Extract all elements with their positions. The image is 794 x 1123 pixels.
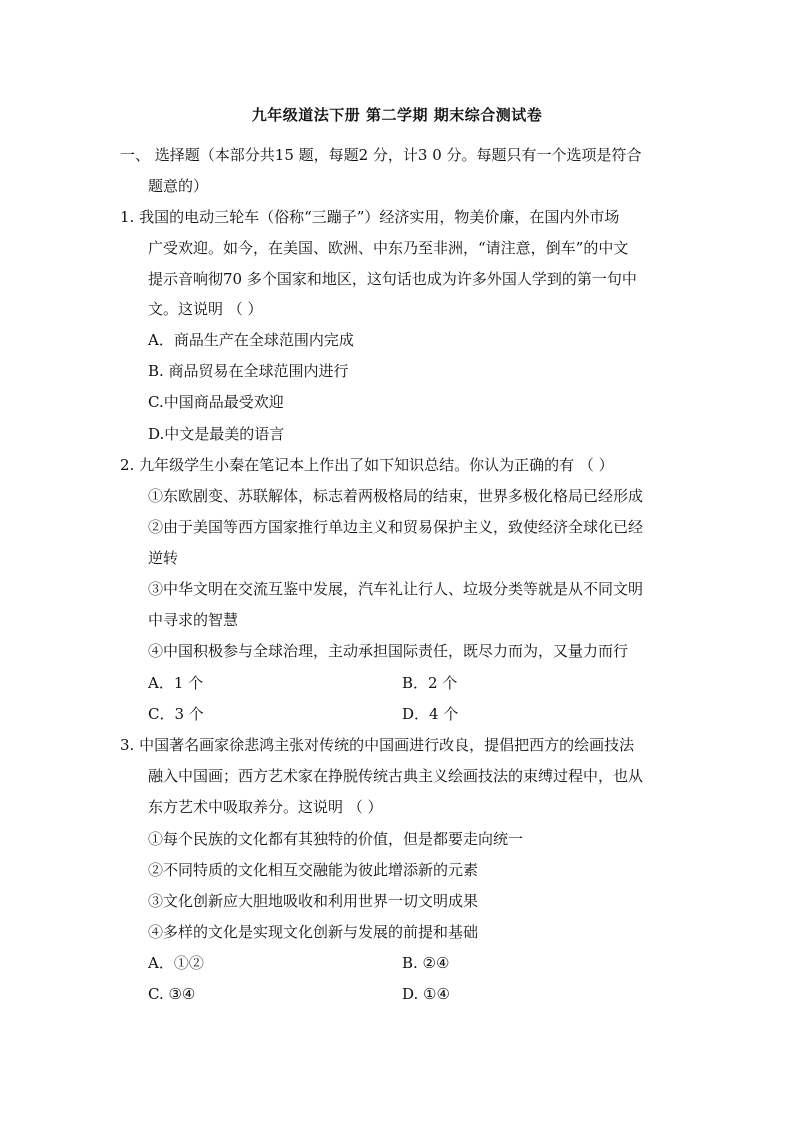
q2-option-d: D．4 个: [402, 705, 459, 723]
q2-statement: ①东欧剧变、苏联解体，标志着两极格局的结束，世界多极化格局已经形成: [148, 487, 644, 505]
q1-option-b: B. 商品贸易在全球范围内进行: [148, 362, 349, 380]
q1-option-a: A．商品生产在全球范围内完成: [148, 331, 354, 349]
q3-option-d: D. ①④: [402, 985, 450, 1003]
q1-option-d: D.中文是最美的语言: [148, 425, 285, 443]
q2-option-c: C．3 个: [148, 705, 204, 723]
q3-statement: ③文化创新应大胆地吸收和利用世界一切文明成果: [148, 892, 479, 910]
q2-statement: ②由于美国等西方国家推行单边主义和贸易保护主义，致使经济全球化已经: [148, 518, 644, 536]
q3-stem-line: 东方艺术中吸取养分。这说明 （ ）: [148, 798, 383, 816]
q2-option-a: A．1 个: [148, 674, 204, 692]
exam-title: 九年级道法下册 第二学期 期末综合测试卷: [251, 106, 543, 124]
q3-statement: ①每个民族的文化都有其独特的价值，但是都要走向统一: [148, 830, 524, 848]
q3-statement: ②不同特质的文化相互交融能为彼此增添新的元素: [148, 861, 479, 879]
q2-statement: ③中华文明在交流互鉴中发展，汽车礼让行人、垃圾分类等就是从不同文明: [148, 580, 644, 598]
q2-statement: ④中国积极参与全球治理，主动承担国际责任，既尽力而为，又量力而行: [148, 642, 629, 660]
q2-statement-cont: 逆转: [148, 549, 179, 567]
q1-stem-line: 1. 我国的电动三轮车（俗称“三蹦子”）经济实用，物美价廉，在国内外市场: [120, 208, 620, 226]
q3-option-c: C. ③④: [148, 985, 196, 1003]
q1-option-c: C.中国商品最受欢迎: [148, 393, 284, 411]
q2-statement-cont: 中寻求的智慧: [148, 611, 239, 629]
section-heading-cont: 题意的）: [148, 177, 209, 195]
section-heading: 一、 选择题（本部分共15 题，每题2 分，计3 0 分。每题只有一个选项是符合: [120, 146, 642, 164]
q2-option-b: B．2 个: [402, 674, 458, 692]
q3-stem-line: 融入中国画；西方艺术家在挣脱传统古典主义绘画技法的束缚过程中，也从: [148, 767, 644, 785]
q3-stem-line: 3. 中国著名画家徐悲鸿主张对传统的中国画进行改良，提倡把西方的绘画技法: [120, 736, 635, 754]
q3-option-b: B. ②④: [402, 954, 450, 972]
q3-statement: ④多样的文化是实现文化创新与发展的前提和基础: [148, 923, 479, 941]
q3-option-a: A．①②: [148, 954, 204, 972]
q2-stem-line: 2. 九年级学生小秦在笔记本上作出了如下知识总结。你认为正确的有 （ ）: [120, 456, 614, 474]
q1-stem-line: 广受欢迎。如今，在美国、欧洲、中东乃至非洲，“请注意，倒车”的中文: [148, 239, 629, 257]
q1-stem-line: 文。这说明 （ ）: [148, 300, 263, 318]
q1-stem-line: 提示音响彻70 多个国家和地区，这句话也成为许多外国人学到的第一句中: [148, 270, 637, 288]
